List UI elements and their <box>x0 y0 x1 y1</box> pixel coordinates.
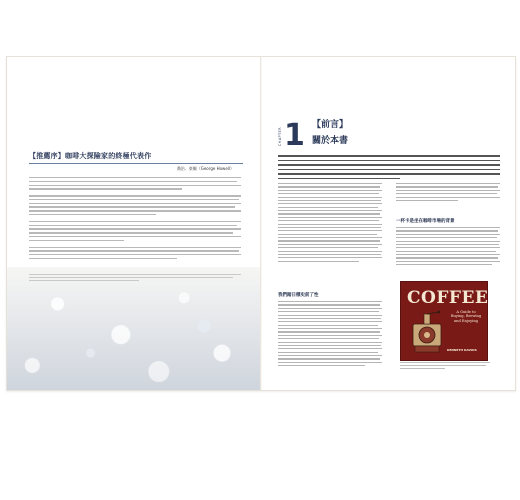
book-cover-title: COFFEE <box>407 288 489 308</box>
coffee-book-cover-image <box>400 281 488 361</box>
right-page <box>262 57 515 390</box>
book-cover-author: KENNETH DAVIDS <box>447 348 477 352</box>
intro-paragraph <box>278 155 500 182</box>
subheading-two: 我們踏日標史前了性 <box>278 293 319 298</box>
book-cover-subtitle: A Guide to Buying, Brewing and Enjoying <box>450 310 482 323</box>
body-column-left <box>278 183 382 264</box>
preface-heading: 【前言】 <box>312 120 349 130</box>
bokeh-background-image <box>7 267 260 390</box>
foreword-heading: 【推薦序】咖啡大探險家的終極代表作 <box>29 152 152 160</box>
left-page <box>7 57 260 390</box>
heading-rule <box>29 163 243 164</box>
chapter-label: CHAPTER <box>278 127 282 147</box>
book-spread <box>6 56 516 391</box>
subheading-one: 一杯卡是坐在咖啡市場的背景 <box>396 219 455 224</box>
body-column-left-2 <box>278 301 382 369</box>
foreword-footnote <box>29 274 241 283</box>
body-column-right <box>396 183 500 203</box>
foreword-body-text <box>29 177 241 262</box>
foreword-author: 喬治．豪爾（George Howell） <box>176 166 234 171</box>
about-book-heading: 關於本書 <box>312 136 349 146</box>
chapter-number: 1 <box>284 118 305 153</box>
book-cover-caption <box>400 362 490 370</box>
body-column-right-2 <box>396 227 500 268</box>
coffee-grinder-icon <box>409 310 445 354</box>
